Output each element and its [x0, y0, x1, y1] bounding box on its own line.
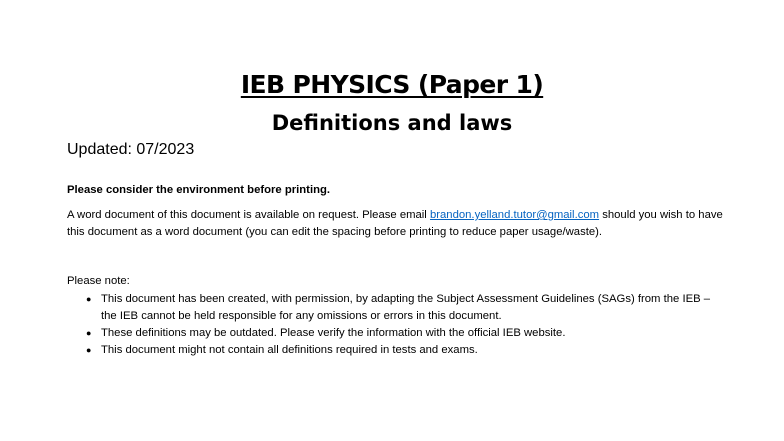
note-text: These definitions may be outdated. Please verify the information with the official IEB website.	[101, 327, 566, 339]
list-item	[67, 325, 727, 342]
notes-list	[67, 291, 727, 359]
bullet-icon: ●	[86, 328, 92, 338]
note-text: This document has been created, with permission, by adapting the Subject Assessment Guidelines (SAGs) from the IEB – the IEB cannot be held responsible for any omissions or errors in this document.	[101, 293, 711, 322]
list-item	[67, 291, 727, 325]
note-heading: Please note:	[67, 275, 130, 287]
request-paragraph	[67, 207, 727, 241]
request-text-after: should you wish to have this document as a word document (you can edit the spacing before printing to reduce paper usage/waste).	[67, 209, 723, 238]
list-item	[67, 342, 727, 359]
updated-date: Updated: 07/2023	[67, 141, 195, 158]
environment-note: Please consider the environment before printing.	[67, 184, 331, 196]
bullet-icon: ●	[86, 294, 92, 304]
document-title: IEB PHYSICS (Paper 1)	[240, 70, 544, 99]
email-link[interactable]: brandon.yelland.tutor@gmail.com	[429, 209, 600, 221]
bullet-icon: ●	[86, 345, 92, 355]
document-subtitle: Definitions and laws	[271, 111, 513, 135]
request-text-before: A word document of this document is available on request. Please email	[67, 209, 430, 221]
note-text: This document might not contain all definitions required in tests and exams.	[101, 344, 478, 356]
